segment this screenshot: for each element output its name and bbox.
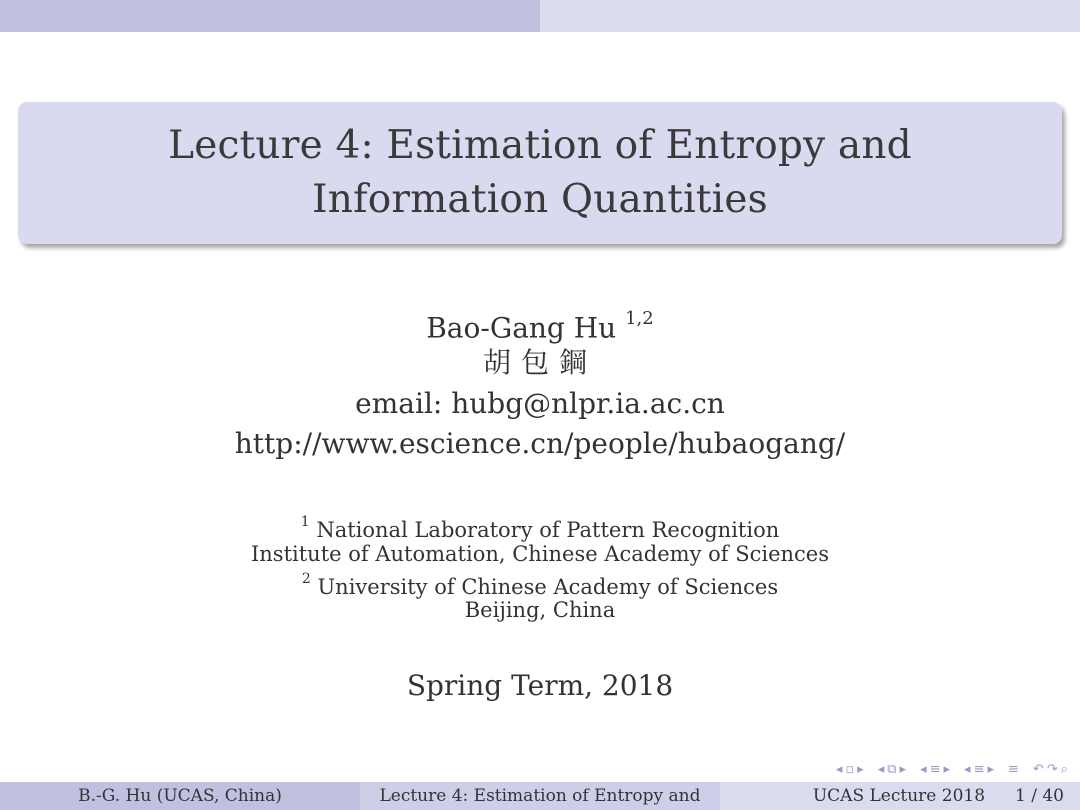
affiliation-1-text: National Laboratory of Pattern Recognition xyxy=(316,518,780,542)
footer-page-number: 1 / 40 xyxy=(1015,786,1064,806)
frame-nav-icon[interactable]: ◂ ▫ ▸ xyxy=(835,761,864,777)
footer-title-text: Lecture 4: Estimation of Entropy and xyxy=(379,786,701,806)
author-affil-marks: 1,2 xyxy=(625,308,654,329)
affiliation-1-institute: Institute of Automation, Chinese Academy of Sciences xyxy=(250,542,829,566)
outline-nav-icon[interactable]: ◂ ≡ ▸ xyxy=(964,761,994,777)
footer-title xyxy=(360,782,720,810)
affiliation-mark-2: 2 xyxy=(301,571,311,587)
header-bar-right xyxy=(540,0,1080,32)
presentation-date: Spring Term, 2018 xyxy=(406,669,674,702)
beamer-navigation xyxy=(836,760,1068,778)
author-email: email: hubg@nlpr.ia.ac.cn xyxy=(355,387,725,420)
author-url: http://www.escience.cn/people/hubaogang/ xyxy=(234,427,846,460)
header-bar-left xyxy=(0,0,540,32)
title-line-2: Information Quantities xyxy=(312,177,768,222)
footer-author xyxy=(0,782,360,810)
affiliation-location: Beijing, China xyxy=(464,598,616,622)
author-name xyxy=(0,302,1080,348)
author-chinese-name: 胡包鋼 xyxy=(482,346,597,379)
search-icon[interactable]: ↶ ↷ ⌕ xyxy=(1032,761,1068,777)
footer-course: UCAS Lecture 2018 xyxy=(812,786,986,806)
affiliation-2-text: University of Chinese Academy of Sciences xyxy=(317,575,779,599)
footer-info xyxy=(720,782,1080,810)
footer-author-text: B.-G. Hu (UCAS, China) xyxy=(78,786,282,806)
header-bar xyxy=(0,0,1080,32)
title-box xyxy=(18,102,1062,244)
section-nav-icon[interactable]: ◂ ≡ ▸ xyxy=(920,761,951,777)
appendix-nav-icon[interactable]: ≡ xyxy=(1008,761,1019,777)
author-name-text: Bao-Gang Hu xyxy=(426,311,617,345)
affiliation-mark-1: 1 xyxy=(300,514,310,530)
title-line-1: Lecture 4: Estimation of Entropy and xyxy=(168,123,912,168)
subsection-nav-icon[interactable]: ◂ ⧉ ▸ xyxy=(877,761,907,777)
footer-bar xyxy=(0,782,1080,810)
